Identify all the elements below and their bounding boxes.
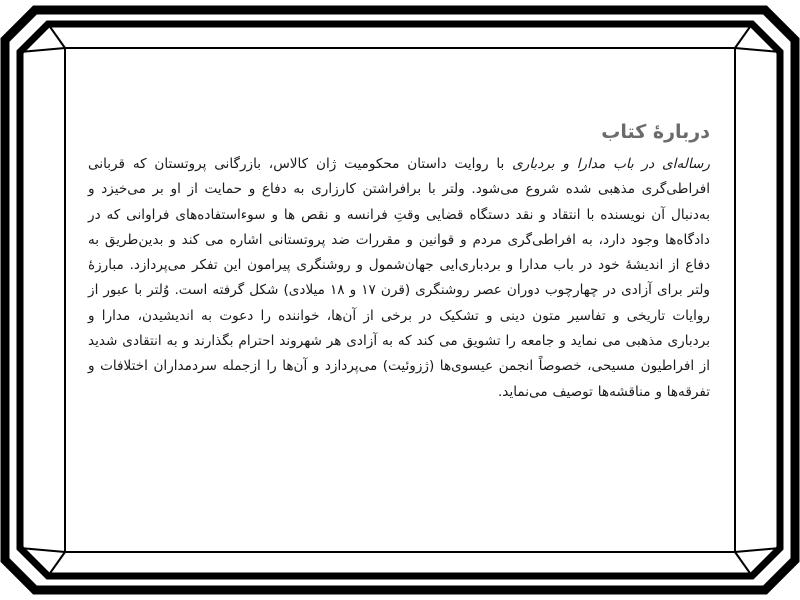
- frame-corner-br: [735, 552, 752, 576]
- section-title: درباره‌ٔ کتاب: [601, 121, 710, 143]
- frame-corner-tr: [735, 24, 752, 48]
- body-paragraph: با روایت داستان محکومیت ژان کالاس، بازرگانی پروتستان که قربانی افراطی‌گری مذهبی شده شروع می‌شود. ولتر با برافراشتن کارزاری به دفاع و حمایت از او بر می‌خیزد و به‌دنبال آن نویسنده با انتقاد و نقد دستگاه قضایی وقتِ فرانسه و نقص ها و سوءاستفاده‌های فراوانی که در دادگاه‌ها وجود دارد، به افراطی‌گری مردم و قوانین و مقررات ضد پروتستانی اشاره می کند و بدین‌طریق به دفاع از اندیشهٔ خود در باب مدارا و بردباری‌ایی جهان‌شمول و روشنگری پیرامون این تفکر می‌پردازد. مبارزهٔ ولتر برای آزادی در چهارچوب دوران عصر روشنگری (قرن ۱۷ و ۱۸ میلادی) شکل گرفته است. وُلتر با عبور از روایات تاریخی و تفاسیر متون دینی و تشکیک در برخی از آن‌ها، خواننده را دعوت به اندیشیدن، مدارا و بردباری مذهبی می نماید و جامعه را تشویق می کند که به آزادی هر شهروند احترام بگذارند و به انتقادی شدید از افراطیون مسیحی، خصوصاً انجمن عیسوی‌ها (ژزوئیت) می‌پردازد و آن‌ها را ازجمله سردمداران اختلافات و تفرقه‌ها و مناقشه‌ها توصیف می‌نماید.: [88, 156, 711, 400]
- section-body: [88, 152, 710, 405]
- frame-corner-tl: [48, 24, 65, 48]
- book-title-italic: رساله‌ای در باب مدارا و بردباری: [512, 156, 710, 172]
- about-book-section: [88, 118, 710, 405]
- frame-corner-bl: [48, 552, 65, 576]
